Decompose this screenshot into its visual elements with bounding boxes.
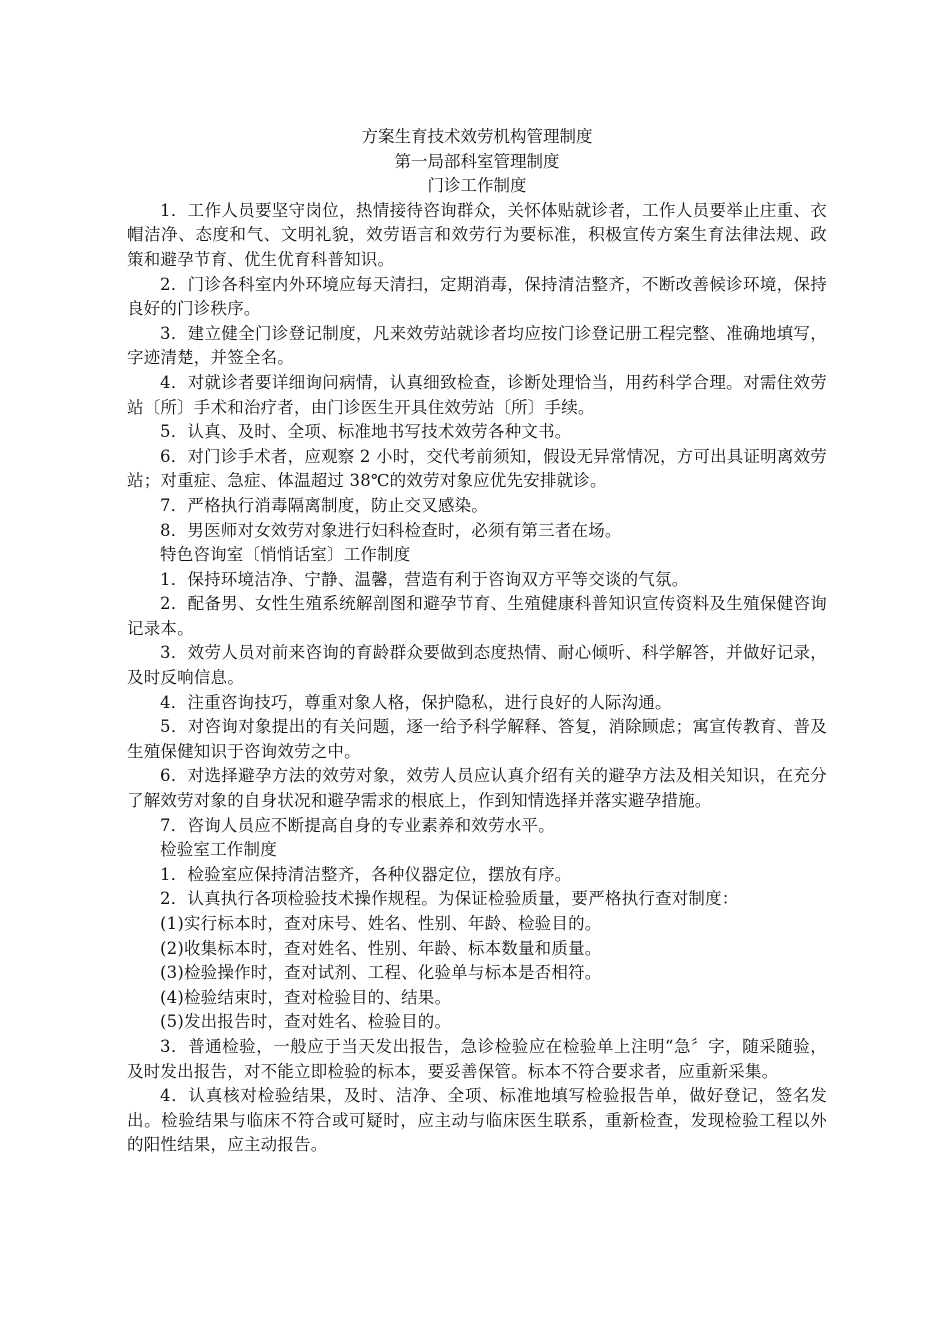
list-item: (4)检验结束时，查对检验目的、结果。 bbox=[160, 987, 452, 1007]
list-item: (1)实行标本时，查对床号、姓名、性别、年龄、检验目的。 bbox=[160, 914, 602, 933]
paragraph: 1．检验室应保持清洁整齐，各种仪器定位，摆放有序。 bbox=[160, 864, 572, 884]
paragraph: 4．注重咨询技巧，尊重对象人格，保护隐私，进行良好的人际沟通。 bbox=[160, 692, 672, 712]
paragraph: 3．效劳人员对前来咨询的育龄群众要做到态度热情、耐心倾听、科学解答，并做好记录，及时反响信息。 bbox=[127, 643, 827, 688]
section-heading: 特色咨询室〔悄悄话室〕工作制度 bbox=[160, 545, 411, 565]
list-item: (2)收集标本时，查对姓名、性别、年龄、标本数量和质量。 bbox=[160, 938, 602, 958]
paragraph: 2．门诊各科室内外环境应每天清扫，定期消毒，保持清洁整齐，不断改善候诊环境，保持良好的门诊秩序。 bbox=[127, 274, 827, 319]
paragraph: 6．对门诊手术者，应观察 2 小时，交代考前须知，假设无异常情况，方可出具证明离效劳站；对重症、急症、体温超过 38℃的效劳对象应优先安排就诊。 bbox=[127, 446, 827, 491]
paragraph: 1．保持环境洁净、宁静、温馨，营造有利于咨询双方平等交谈的气氛。 bbox=[160, 569, 689, 589]
paragraph: 6．对选择避孕方法的效劳对象，效劳人员应认真介绍有关的避孕方法及相关知识，在充分了解效劳对象的自身状况和避孕需求的根底上，作到知情选择并落实避孕措施。 bbox=[127, 766, 827, 811]
list-item: (5)发出报告时，查对姓名、检验目的。 bbox=[160, 1012, 452, 1032]
document-title: 方案生育技术效劳机构管理制度 bbox=[361, 127, 593, 146]
paragraph: 1．工作人员要坚守岗位，热情接待咨询群众，关怀体贴就诊者，工作人员要举止庄重、衣帽洁净、态度和气、文明礼貌，效劳语言和效劳行为要标准，积极宣传方案生育法律法规、政策和避孕节育、优生优育科普知识。 bbox=[127, 200, 827, 269]
list-item: (3)检验操作时，查对试剂、工程、化验单与标本是否相符。 bbox=[160, 963, 602, 983]
paragraph: 5．对咨询对象提出的有关问题，逐一给予科学解释、答复，消除顾虑；寓宣传教育、普及生殖保健知识于咨询效劳之中。 bbox=[127, 717, 827, 761]
paragraph: 7．严格执行消毒隔离制度，防止交叉感染。 bbox=[160, 495, 488, 515]
paragraph: 4．对就诊者要详细询问病情，认真细致检查，诊断处理恰当，用药科学合理。对需住效劳站〔所〕手术和治疗者，由门诊医生开具住效劳站〔所〕手续。 bbox=[127, 372, 827, 417]
section-heading: 检验室工作制度 bbox=[160, 840, 277, 860]
paragraph: 8．男医师对女效劳对象进行妇科检查时，必须有第三者在场。 bbox=[160, 520, 622, 540]
section-title: 门诊工作制度 bbox=[427, 176, 527, 196]
paragraph: 4．认真核对检验结果，及时、洁净、全项、标准地填写检验报告单，做好登记，签名发出。检验结果与临床不符合或可疑时，应主动与临床医生联系，重新检查，发现检验工程以外的阳性结果，应主动报告。 bbox=[127, 1086, 827, 1155]
paragraph: 7．咨询人员应不断提高自身的专业素养和效劳水平。 bbox=[160, 815, 555, 835]
paragraph: 5．认真、及时、全项、标准地书写技术效劳各种文书。 bbox=[160, 422, 572, 442]
document-body bbox=[127, 125, 827, 1158]
paragraph: 2．配备男、女性生殖系统解剖图和避孕节育、生殖健康科普知识宣传资料及生殖保健咨询记录本。 bbox=[127, 594, 827, 638]
paragraph: 2．认真执行各项检验技术操作规程。为保证检验质量，要严格执行查对制度： bbox=[160, 889, 739, 909]
document-subtitle: 第一局部科室管理制度 bbox=[394, 151, 560, 171]
paragraph: 3．建立健全门诊登记制度，凡来效劳站就诊者均应按门诊登记册工程完整、准确地填写，字迹清楚，并签全名。 bbox=[127, 323, 827, 368]
paragraph: 3．普通检验，一般应于当天发出报告，急诊检验应在检验单上注明“急〞字，随采随验，及时发出报告，对不能立即检验的标本，要妥善保管。标本不符合要求者，应重新采集。 bbox=[127, 1036, 827, 1081]
